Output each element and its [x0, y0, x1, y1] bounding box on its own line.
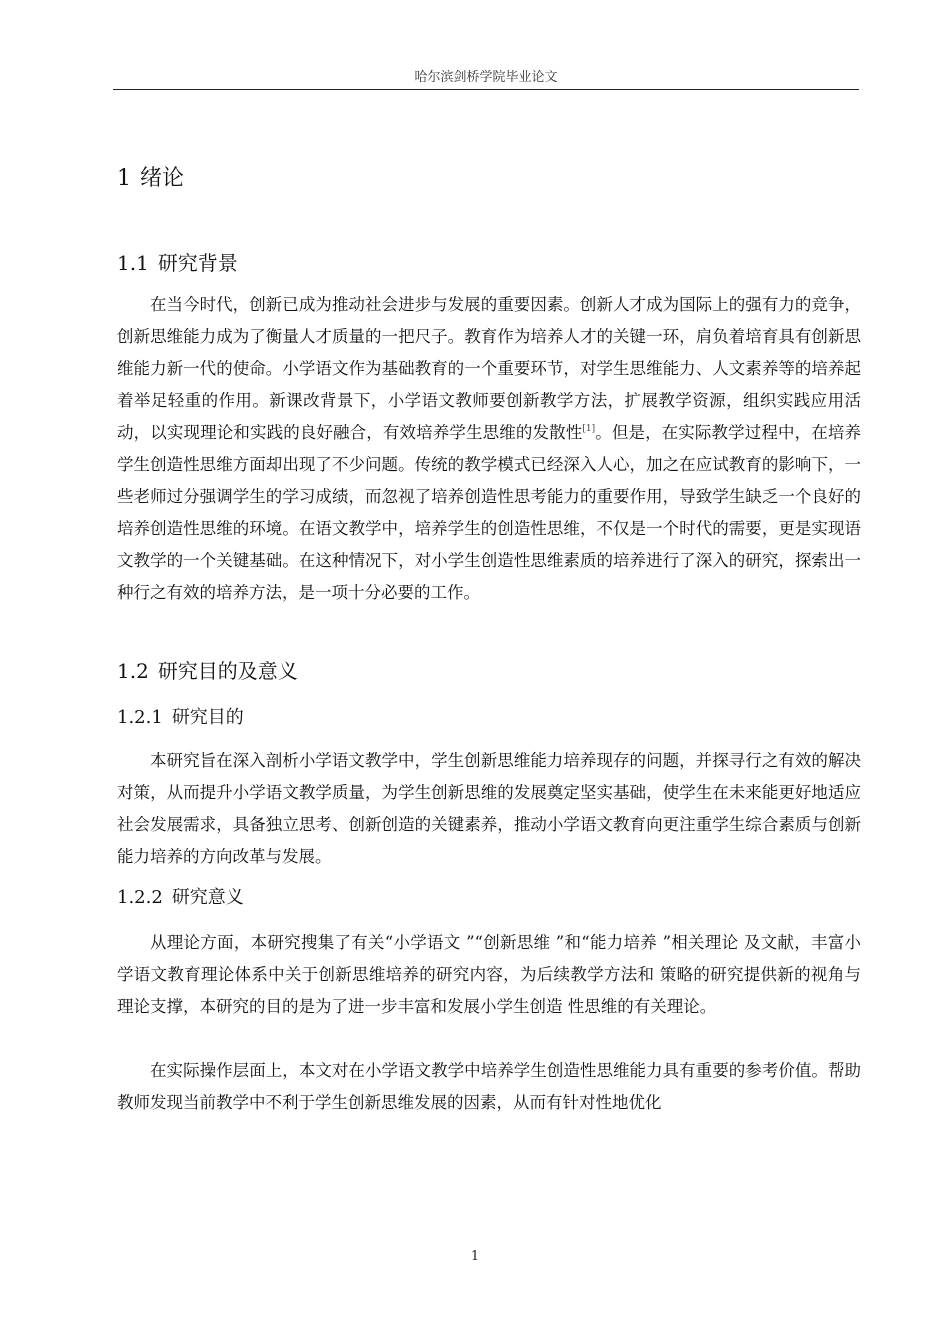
running-header: 哈尔滨剑桥学院毕业论文 [414, 70, 558, 85]
header-divider [113, 89, 859, 90]
subsection-title: 研究目的 [171, 707, 244, 728]
subsection-number: 1.2.1 [117, 707, 163, 728]
section-title: 研究目的及意义 [157, 659, 298, 683]
chapter-number: 1 [117, 166, 131, 191]
section-heading-1-2 [117, 657, 298, 685]
subsection-heading-1-2-1 [117, 705, 244, 731]
section-title: 研究背景 [157, 251, 238, 275]
purpose-paragraph: 本研究旨在深入剖析小学语文教学中，学生创新思维能力培养现存的问题，并探寻行之有效的解决对策，从而提升小学语文教学质量，为学生创新思维的发展奠定坚实基础，使学生在未来能更好地适应社会发展需求，具备独立思考、创新创造的关键素养，推动小学语文教育向更注重学生综合素质与创新能力培养的方向改革与发展。 [117, 751, 861, 866]
subsection-heading-1-2-2 [117, 885, 244, 911]
subsection-number: 1.2.2 [117, 887, 163, 908]
paragraph-text: 在当今时代，创新已成为推动社会进步与发展的重要因素。创新人才成为国际上的强有力的竞争，创新思维能力成为了衡量人才质量的一把尺子。教育作为培养人才的关键一环，肩负着培育具有创新思维能力新一代的使命。小学语文作为基础教育的一个重要环节，对学生思维能力、人文素养等的培养起着举足轻重的作用。新课改背景下，小学语文教师要创新教学方法，扩展教学资源，组织实践应用活动，以实现理论和实践的良好融合，有效培养学生思维的发散性 [117, 295, 861, 442]
page-number: 1 [470, 1249, 480, 1264]
section-number: 1.1 [117, 251, 149, 275]
background-paragraph [117, 289, 861, 609]
paragraph-text: 。但是，在实际教学过程中，在培养学生创造性思维方面却出现了不少问题。传统的教学模式已经深入人心，加之在应试教育的影响下，一些老师过分强调学生的学习成绩，而忽视了培养创造性思考能力的重要作用，导致学生缺乏一个良好的培养创造性思维的环境。在语文教学中，培养学生的创造性思维，不仅是一个时代的需要，更是实现语文教学的一个关键基础。在这种情况下，对小学生创造性思维素质的培养进行了深入的研究，探索出一种行之有效的培养方法，是一项十分必要的工作。 [117, 423, 862, 602]
subsection-title: 研究意义 [171, 887, 244, 908]
chapter-heading [117, 164, 184, 194]
chapter-title: 绪论 [140, 166, 185, 191]
significance-paragraph-practice: 在实际操作层面上，本文对在小学语文教学中培养学生创造性思维能力具有重要的参考价值。帮助教师发现当前教学中不利于学生创新思维发展的因素，从而有针对性地优化 [117, 1061, 861, 1112]
significance-paragraph-theory: 从理论方面，本研究搜集了有关“小学语文 ”“创新思维 ”和“能力培养 ”相关理论 及文献，丰富小学语文教育理论体系中关于创新思维培养的研究内容，为后续教学方法和 策略的研究提供新的视角与理论支撑，本研究的目的是为了进一步丰富和发展小学生创造 性思维的有关理论。 [117, 933, 861, 1016]
section-number: 1.2 [117, 659, 149, 683]
section-heading-1-1 [117, 249, 238, 277]
citation-marker: [1] [582, 424, 596, 434]
